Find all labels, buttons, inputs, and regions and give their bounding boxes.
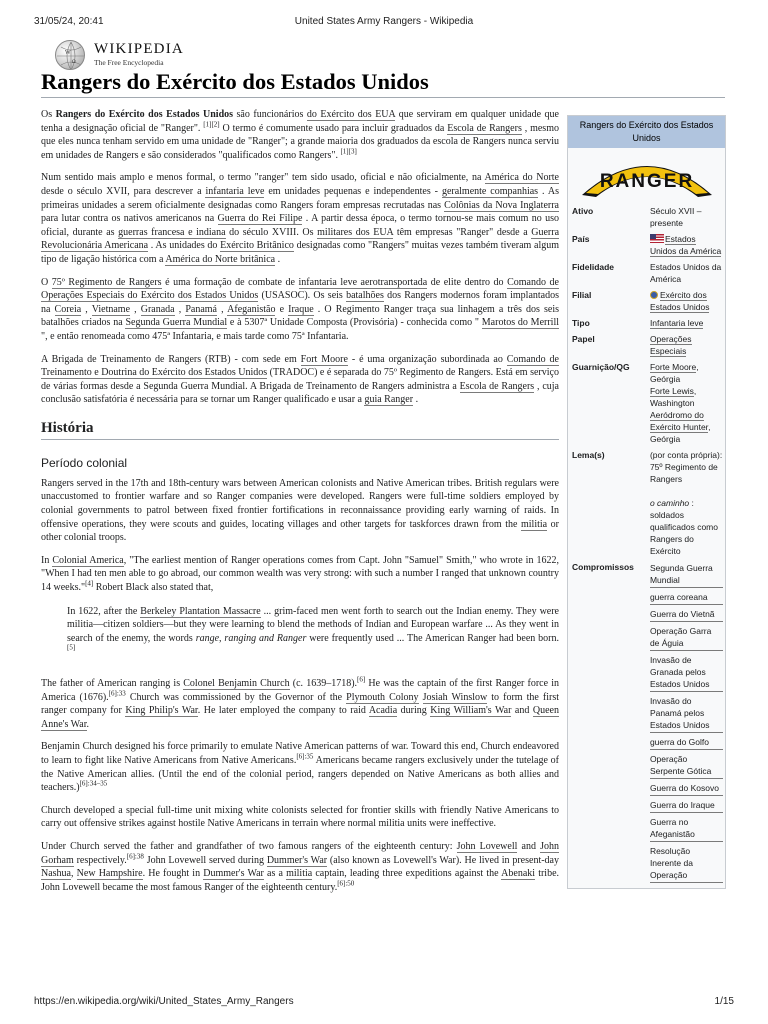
engagement-item[interactable]: Guerra do Kosovo <box>650 781 723 796</box>
us-flag-icon <box>650 234 664 243</box>
link-operacoes-especiais[interactable]: Operações Especiais <box>649 334 692 356</box>
link-vietname[interactable]: Vietname <box>91 303 131 315</box>
engagement-item[interactable]: Resolução Inerente da Operação <box>650 844 723 883</box>
link-america-do-norte[interactable]: América do Norte <box>484 172 559 184</box>
link-exercito-eua[interactable]: do Exército dos EUA <box>306 109 396 120</box>
link-escola-de-rangers[interactable]: Escola de Rangers <box>447 122 522 134</box>
ranger-tab-image[interactable] <box>568 148 725 204</box>
link-america-norte-britanica[interactable]: América do Norte britânica <box>165 253 276 265</box>
history-paragraph-6: Under Church served the father and grandfather of two famous rangers of the eighteenth century: John Lovewell and John Gorham respectively.$^{[6]:38}$ John Lovewell served during Dummer's War (also known as Lovewell's War). He lived in present-day Nashua, New Hampshire. He fought in Dummer's War as a militia captain, leading three expeditions against the Abenaki tribe. John Lovewell became the most famous Ranger of the eighteenth century.$^{[6]:50}$ <box>41 840 560 893</box>
wordmark-tagline: The Free Encyclopedia <box>94 58 164 67</box>
link-john-gorham[interactable]: John Gorham <box>41 840 559 866</box>
history-paragraph-5: Church developed a special full-time unit mixing white colonists selected for frontier skills with friendly Native Americans to carry out offensive strikes against hostile Native Americans in terrain where normal militia units were ineffective. <box>41 804 559 830</box>
ref-6-38[interactable]: [6]:38 <box>126 852 144 861</box>
infobox-row-lema: Lema(s) (por conta própria): 75º Regimento de Rangers o caminho : soldados qualificados como Rangers do Exército <box>572 450 723 556</box>
history-paragraph-3: The father of American ranging is Colonel Benjamin Church (c. 1639–1718).[6] He was the captain of the first Ranger force in America (1676).$^{[6]:33}$ Church was commissioned by the Governor of the Plymouth Colony Josiah Winslow to form the first ranger company for King Philip's War. He later employed the company to raid Acadia during King William's War and Queen Anne's War. <box>41 675 559 730</box>
link-nashua[interactable]: Nashua <box>41 868 71 880</box>
link-josiah-winslow[interactable]: Josiah Winslow <box>422 691 488 703</box>
link-infantaria-leve[interactable]: infantaria leve <box>205 185 265 197</box>
engagement-item[interactable]: Operação Serpente Gótica <box>650 752 723 779</box>
link-usasoc[interactable]: Comando de Operações Especiais do Exército dos Estados Unidos <box>41 276 559 302</box>
ref-6[interactable]: [6] <box>357 675 366 684</box>
svg-text:W: W <box>65 50 71 56</box>
link-coreia[interactable]: Coreia <box>54 303 82 315</box>
print-doc-title: United States Army Rangers - Wikipedia <box>294 16 474 27</box>
link-colonias-nova-inglaterra[interactable]: Colônias da Nova Inglaterra <box>444 199 559 211</box>
ref-6-50[interactable]: [6]:50 <box>337 879 355 888</box>
link-escola-de-rangers-2[interactable]: Escola de Rangers <box>459 380 535 392</box>
engagement-item[interactable]: Operação Garra de Águia <box>650 624 723 651</box>
svg-text:Ω: Ω <box>72 60 76 65</box>
ref-4[interactable]: [4] <box>85 579 94 588</box>
link-forte-moore[interactable]: Forte Moore <box>649 362 697 372</box>
lead-paragraph-4: A Brigada de Treinamento de Rangers (RTB) - com sede em Fort Moore - é uma organização subordinada ao Comando de Treinamento e Doutrina do Exército dos Estados Unidos (TRADOC) e é separada do 75º Regimento de Rangers. Está em serviço de várias formas desde a Segunda Guerra Mundial. A Brigada de Treinamento de Rangers administra a Escola de Rangers , cuja conclusão satisfatória é necessária para se tornar um Ranger qualificado e usar a guia Ranger . <box>41 353 559 406</box>
link-guia-ranger[interactable]: guia Ranger <box>364 394 414 406</box>
blockquote: In 1622, after the Berkeley Plantation Massacre ... grim-faced men went forth to search out the Indian enemy. They were militia—citizen soldiers—but they were learning to blend the methods of Indian and European warfare ... As they went in search of the enemy, the words range, ranging and Ranger were frequently used ... The American Ranger had been born.[5] <box>67 605 559 653</box>
link-dummers-war[interactable]: Dummer's War <box>266 854 328 866</box>
link-queen-annes-war[interactable]: Queen Anne's War <box>41 705 559 730</box>
engagement-item[interactable]: Guerra do Vietnã <box>650 607 723 622</box>
infobox <box>567 115 726 889</box>
link-militia[interactable]: militia <box>520 518 548 530</box>
engagement-item[interactable]: Segunda Guerra Mundial <box>650 561 723 588</box>
link-estados-unidos[interactable]: Estados Unidos da América <box>649 234 722 256</box>
link-afeganistao[interactable]: Afeganistão <box>227 303 276 315</box>
engagement-item[interactable]: Guerra no Afeganistão <box>650 815 723 842</box>
engagement-item[interactable]: guerra coreana <box>650 590 723 605</box>
subsection-heading-periodo-colonial: Período colonial <box>41 455 128 470</box>
link-75-regimento[interactable]: 75º Regimento de Rangers <box>51 276 162 288</box>
lead-paragraph-2: Num sentido mais amplo e menos formal, o termo "ranger" tem sido usado, oficial e não oficialmente, na América do Norte desde o século XVII, para descrever a infantaria leve em unidades pequenas e independentes - geralmente companhias . As primeiras unidades a serem oficialmente designadas como Rangers foram empresas recrutadas nas Colônias da Nova Inglaterra para lutar contra os nativos americanos na Guerra do Rei Filipe . A partir dessa época, o termo tornou-se mais comum no uso oficial, durante as guerras francesa e indiana do século XVIII. Os militares dos EUA têm empresas "Ranger" desde a Guerra Revolucionária Americana . As unidades do Exército Britânico designadas como "Rangers" muitas vezes também tiveram algum tipo de ligação histórica com a América do Norte britânica . <box>41 172 560 265</box>
link-benjamin-church[interactable]: Colonel Benjamin Church <box>183 678 290 689</box>
ref-6-35[interactable]: [6]:35 <box>296 752 314 761</box>
link-john-lovewell[interactable]: John Lovewell <box>456 840 518 852</box>
print-footer <box>0 996 768 1010</box>
infobox-row-tipo: Tipo Infantaria leve <box>572 318 704 328</box>
link-exercito-britanico[interactable]: Exército Britânico <box>220 240 294 252</box>
engagement-item[interactable]: Guerra do Iraque <box>650 798 723 813</box>
infobox-row-compromissos: Compromissos Segunda Guerra Mundial guerra coreana Guerra do Vietnã Operação Garra de Águia Invasão de Granada pelos Estados Unidos Invasão do Panamá pelos Estados Unidos guerra do Golfo Operação Serpente Gótica Guerra do Kosovo Guerra do Iraque Guerra no Afeganistão Resolução Inerente da Operação <box>568 560 725 888</box>
link-acadia[interactable]: Acadia <box>368 705 398 717</box>
link-panama[interactable]: Panamá <box>185 303 217 315</box>
link-new-hampshire[interactable]: New Hampshire <box>76 868 143 880</box>
infobox-row-papel: Papel Operações Especiais <box>572 334 692 356</box>
link-iraque[interactable]: Iraque <box>288 303 314 315</box>
link-marotos-merrill[interactable]: Marotos do Merrill <box>481 317 560 329</box>
history-paragraph-2: In Colonial America, "The earliest mention of Ranger operations comes from Capt. John "Samuel" Smith," who wrote in 1622, "When I had ten men able to go abroad, our common wealth was very strong: with such a number I ranged that unknown country 14 weeks."[4] Robert Black also stated that, <box>41 554 559 594</box>
ranger-tab-icon <box>576 151 718 201</box>
ref-6-34-35[interactable]: [6]:34–35 <box>79 779 108 788</box>
link-segunda-guerra-mundial[interactable]: Segunda Guerra Mundial <box>125 317 228 329</box>
link-king-philips-war[interactable]: King Philip's War <box>125 705 198 717</box>
link-militia-2[interactable]: militia <box>286 868 313 880</box>
link-exercito-dos-estados-unidos[interactable]: Exército dos Estados Unidos <box>649 290 710 312</box>
link-infantaria-leve-ib[interactable]: Infantaria leve <box>649 318 704 328</box>
link-plymouth-colony[interactable]: Plymouth Colony <box>346 691 419 703</box>
army-seal-icon <box>650 291 658 299</box>
infobox-row-ativo: Ativo Século XVII – presente <box>572 206 702 228</box>
link-berkeley-massacre[interactable]: Berkeley Plantation Massacre <box>140 605 261 617</box>
history-paragraph-1: Rangers served in the 17th and 18th-century wars between American colonists and Native American tribes. British regulars were unaccustomed to frontier warfare and so Ranger companies were developed. Rangers were full-time soldiers employed by colonial governments to patrol between fixed frontier fortifications in reconnaissance providing early warning of raids. In offensive operations, they were scouts and guides, locating villages and other targets for taskforces drawn from the militia or other colonial troops. <box>41 477 559 544</box>
link-infantaria-aerotransportada[interactable]: infantaria leve aerotransportada <box>298 276 428 288</box>
link-fort-moore[interactable]: Fort Moore <box>300 353 348 365</box>
ref-3[interactable]: [3] <box>348 147 357 156</box>
print-page-number: 1/15 <box>714 996 734 1007</box>
lead-paragraph-1: Os Rangers do Exército dos Estados Unidos são funcionários do Exército dos EUA que serviram em qualquer unidade que tenha a designação oficial de "Ranger". [1][2] O termo é comumente usado para incluir graduados da Escola de Rangers , mesmo que eles nunca tenham servido em uma unidade de "Ranger"; a grande maioria dos graduados da escola de Rangers nunca serviu em unidades de Rangers e são considerados "qualificados como Rangers". [1][3] <box>41 109 559 161</box>
engagement-item[interactable]: Invasão do Panamá pelos Estados Unidos <box>650 694 723 733</box>
ref-1b[interactable]: [1] <box>340 147 349 156</box>
link-guerra-revolucionaria[interactable]: Guerra Revolucionária Americana <box>41 226 560 252</box>
infobox-row-guarnicao: Guarnição/QG Forte Moore, Geórgia Forte Lewis, Washington Aeródromo do Exército Hunter, Geórgia <box>572 362 711 444</box>
engagement-item[interactable]: Invasão de Granada pelos Estados Unidos <box>650 653 723 692</box>
globe-icon <box>55 40 85 70</box>
infobox-row-fidelidade: Fidelidade Estados Unidos da América <box>572 262 722 284</box>
ref-2[interactable]: [2] <box>211 120 220 129</box>
link-dummers-war-2[interactable]: Dummer's War <box>203 868 264 880</box>
print-header <box>0 16 768 30</box>
page-title: Rangers do Exército dos Estados Unidos <box>41 68 725 98</box>
link-tradoc[interactable]: Comando de Treinamento e Doutrina do Exército dos Estados Unidos <box>41 353 559 379</box>
link-hunter-airfield[interactable]: Aeródromo do Exército Hunter <box>649 410 709 432</box>
history-paragraph-4: Benjamin Church designed his force primarily to emulate Native American patterns of war. Toward this end, Church endeavored to learn to fight like Native Americans from Native Americans.$^{[6]:35}$ Americans became rangers exclusively under the tutelage of the Native American allies. (Until the end of the colonial period, rangers depended on Native Americans as both allies and teachers.)$^{[6]:34-35}$ <box>41 741 560 794</box>
link-king-williams-war[interactable]: King William's War <box>430 705 512 717</box>
link-batalhoes[interactable]: batalhões <box>346 290 384 302</box>
ref-5[interactable]: [5] <box>67 644 76 653</box>
ref-6-33[interactable]: [6]:33 <box>108 689 126 698</box>
article-body <box>41 108 559 903</box>
infobox-row-pais: País Estados Unidos da América <box>572 234 722 256</box>
link-abenaki[interactable]: Abenaki <box>501 868 536 880</box>
engagement-item[interactable]: guerra do Golfo <box>650 735 723 750</box>
print-url: https://en.wikipedia.org/wiki/United_States_Army_Rangers <box>34 996 294 1007</box>
link-companhias[interactable]: geralmente companhias <box>441 185 539 197</box>
link-guerra-rei-filipe[interactable]: Guerra do Rei Filipe <box>217 213 303 225</box>
ranger-tab-text: RANGER <box>599 171 695 192</box>
link-colonial-america[interactable]: Colonial America <box>52 554 124 566</box>
section-heading-historia: História <box>41 419 559 440</box>
wordmark-title: WIKIPEDIA <box>94 41 184 57</box>
link-granada[interactable]: Granada <box>140 303 175 315</box>
link-forte-lewis[interactable]: Forte Lewis <box>649 386 694 396</box>
lead-paragraph-3: O 75º Regimento de Rangers é uma formação de combate de infantaria leve aerotransportada de elite dentro do Comando de Operações Especiais do Exército dos Estados Unidos (USASOC). Os seis batalhões dos Rangers modernos foram implantados na Coreia , Vietname , Granada , Panamá , Afeganistão e Iraque . O Regimento Ranger traça sua linhagem a três dos seis batalhões criados na Segunda Guerra Mundial e à 5307ª Unidade Composta (Provisória) - conhecida como " Marotos do Merrill ", e então renomeada como 475ª Infantaria, e mais tarde como 75ª Infantaria. <box>41 276 560 342</box>
infobox-row-filial: Filial Exército dos Estados Unidos <box>572 290 710 312</box>
print-datetime: 31/05/24, 20:41 <box>34 16 104 27</box>
infobox-title: Rangers do Exército dos Estados Unidos <box>568 116 725 148</box>
link-militares-eua[interactable]: militares dos EUA <box>317 226 394 238</box>
ref-1[interactable]: [1] <box>203 120 212 129</box>
link-guerras-francesa-indiana[interactable]: guerras francesa e indiana <box>118 226 226 238</box>
